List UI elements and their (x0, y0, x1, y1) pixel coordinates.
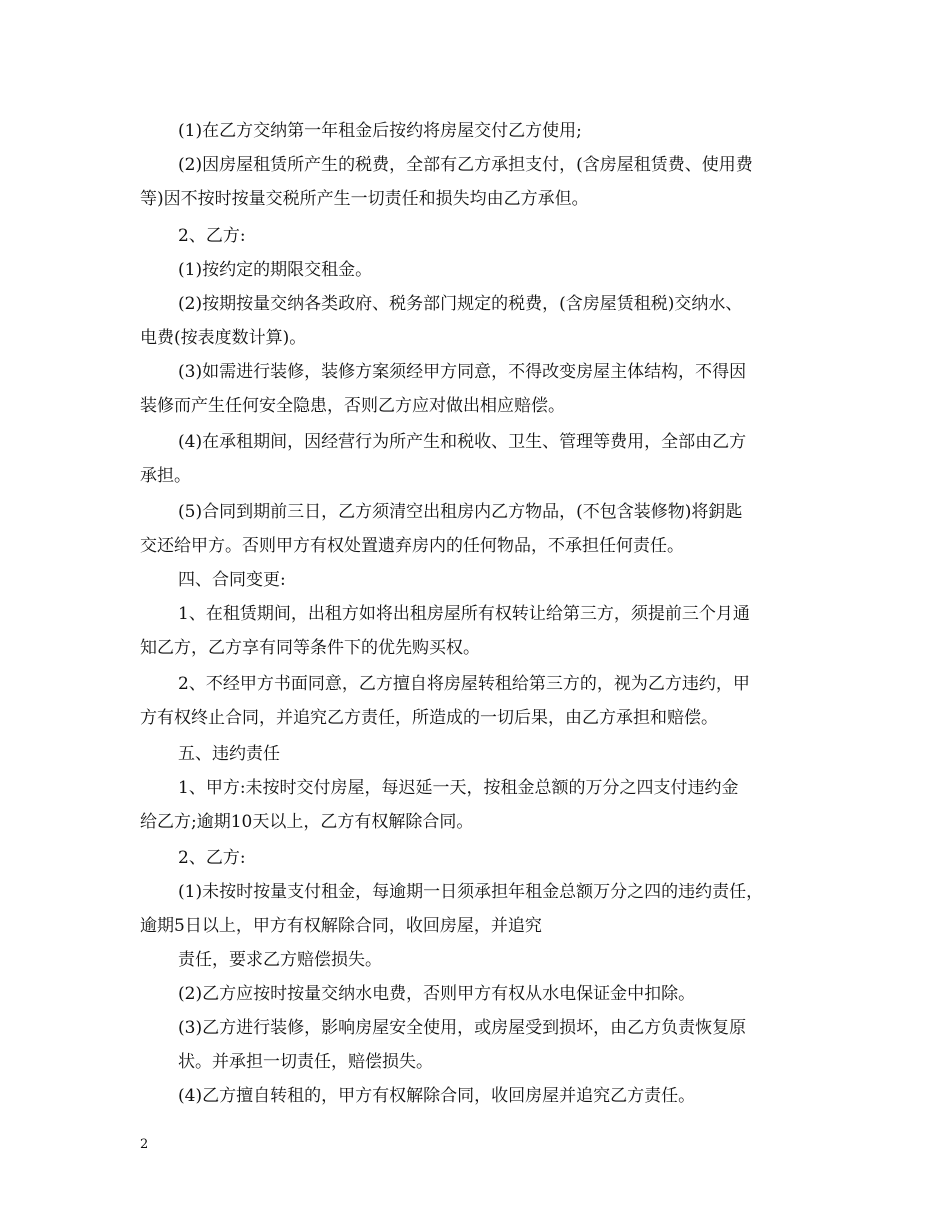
text-line: (2)按期按量交纳各类政府、税务部门规定的税费，(含房屋赁租税)交纳水、 (178, 294, 743, 314)
text-line: 2、乙方: (178, 848, 246, 868)
text-line: 责任，要求乙方赔偿损失。 (178, 950, 382, 970)
text-line: 2、不经甲方书面同意，乙方擅自将房屋转租给第三方的，视为乙方违约，甲 (178, 674, 750, 694)
page-number: 2 (140, 1137, 149, 1152)
text-line: (4)乙方擅自转租的，甲方有权解除合同，收回房屋并追究乙方责任。 (178, 1086, 696, 1106)
section-heading: 四、合同变更: (178, 570, 286, 590)
text-line: (2)因房屋租赁所产生的税费，全部有乙方承担支付，(含房屋租赁费、使用费 (178, 155, 753, 175)
text-line: 电费(按表度数计算)。 (140, 328, 307, 348)
text-line: 装修而产生任何安全隐患，否则乙方应对做出相应赔偿。 (140, 396, 565, 416)
text-line: 承担。 (140, 466, 191, 486)
text-line: 1、在租赁期间，出租方如将出租房屋所有权转让给第三方，须提前三个月通 (178, 604, 750, 624)
text-line: 等)因不按时按量交税所产生一切责任和损失均由乙方承但。 (140, 189, 589, 209)
text-line: 方有权终止合同，并追究乙方责任，所造成的一切后果，由乙方承担和赔偿。 (140, 708, 718, 728)
text-line: (5)合同到期前三日，乙方须清空出租房内乙方物品，(不包含装修物)将鈅匙 (178, 502, 743, 522)
text-line: 状。并承担一切责任，赔偿损失。 (178, 1052, 433, 1072)
text-line: 知乙方，乙方享有同等条件下的优先购买权。 (140, 638, 480, 658)
text-line: 1、甲方:未按时交付房屋，每迟延一天，按租金总额的万分之四支付违约金 (178, 778, 739, 798)
text-line: (4)在承租期间，因经营行为所产生和税收、卫生、管理等费用，全部由乙方 (178, 432, 747, 452)
text-line: (3)乙方进行装修，影响房屋安全使用，或房屋受到损坏，由乙方负责恢复原 (178, 1018, 747, 1038)
text-line: (1)在乙方交纳第一年租金后按约将房屋交付乙方使用; (178, 121, 582, 141)
text-line: 2、乙方: (178, 226, 246, 246)
text-line: 给乙方;逾期10天以上，乙方有权解除合同。 (140, 812, 474, 832)
text-line: (1)按约定的期限交租金。 (178, 260, 373, 280)
text-line: (2)乙方应按时按量交纳水电费，否则甲方有权从水电保证金中扣除。 (178, 984, 696, 1004)
text-line: (3)如需进行装修，装修方案须经甲方同意，不得改变房屋主体结构，不得因 (178, 362, 747, 382)
text-line: 逾期5日以上，甲方有权解除合同，收回房屋，并追究 (140, 916, 542, 936)
section-heading: 五、违约责任 (178, 744, 280, 764)
text-line: (1)未按时按量支付租金，每逾期一日须承担年租金总额万分之四的违约责任， (178, 882, 764, 902)
text-line: 交还给甲方。否则甲方有权处置遗弃房内的任何物品，不承担任何责任。 (140, 536, 684, 556)
